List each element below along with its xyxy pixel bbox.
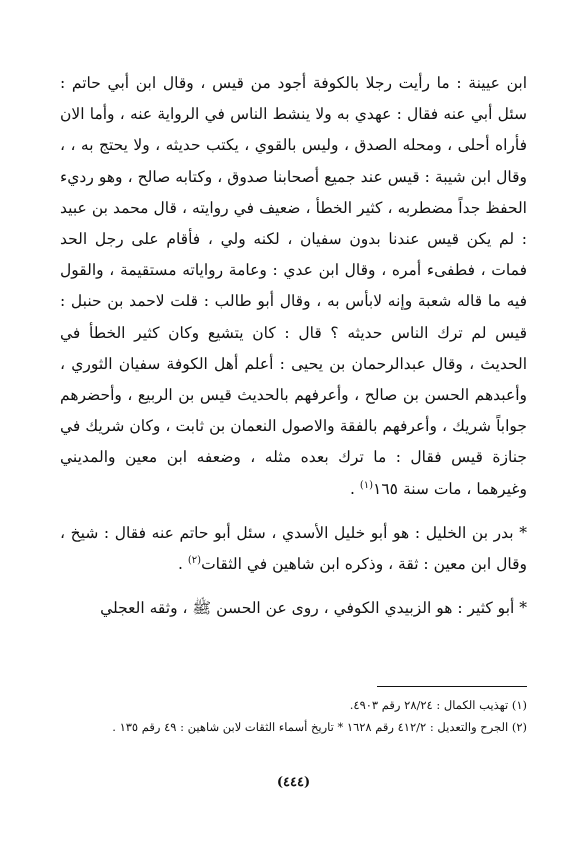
footnote-1: (١) تهذيب الكمال : ٢٨/٢٤ رقم ٤٩٠٣. [349,698,527,712]
footnote-marker-2: (٢) [187,554,202,566]
footnotes-block [60,694,527,738]
page-number: (٤٤٤) [276,775,311,790]
paragraph-2-text: * بدر بن الخليل : هو أبو خليل الأسدي ، سئل أبو حاتم عنه فقال : شيخ ، وقال ابن معين : ثقة ، وذكره ابن شاهين في الثقات [60,523,527,574]
footnote-divider [377,686,527,687]
footnote-2: (٢) الجرح والتعديل : ٤١٢/٢ رقم ١٦٢٨ * تاريخ أسماء الثقات لابن شاهين : ٤٩ رقم ١٣٥ . [112,720,527,734]
paragraph-badr-ibn-al-khalil [60,518,527,580]
paragraph-1-end: . [349,479,360,498]
paragraph-2-end: . [178,555,188,574]
paragraph-3-text: * أبو كثير : هو الزبيدي الكوفي ، روى عن الحسن ﷺ ، وثقه العجلي [100,599,527,618]
footnote-marker-1: (١) [359,479,374,491]
paragraph-1-text: ابن عيينة : ما رأيت رجلا بالكوفة أجود من قيس ، وقال ابن أبي حاتم : سئل أبي عنه فقال : عهدي به ولا ينشط الناس في الرواية عنه ، وأما الان فأراه أحلى ، ومحله الصدق ، وليس بالقوي ، يكتب حديثه ، ولا يحتج به ، ، وقال ابن شيبة : قيس عند جميع أصحابنا صدوق ، وكتابه صالح ، وهو رديء الحفظ جداً مضطربه ، كثير الخطأ ، ضعيف في روايته ، قال محمد بن عبيد : لم يكن قيس عندنا بدون سفيان ، لكنه ولي ، فأقام على رجل الحد فمات ، فطفىء أمره ، وقال ابن عدي : وعامة رواياته مستقيمة ، والقول فيه ما قاله شعبة وإنه لابأس به ، وقال أبو طالب : قلت لاحمد بن حنبل : قيس لم ترك الناس حديثه ؟ قال : كان يتشيع وكان كثير الخطأ في الحديث ، وقال عبدالرحمان بن يحيى : أعلم أهل الكوفة سفيان الثوري ، وأعبدهم الحسن بن صالح ، وأعرفهم بالحديث قيس بن الربيع ، وأحضرهم جواباً شريك ، وأعرفهم بالفقة والاصول النعمان بن ثابت ، وكان شريك في جنازة قيس فقال : ما ترك بعده مثله ، وضعفه ابن معين والمديني وغيرهما ، مات سنة ١٦٥ [60,74,527,498]
main-text-block [60,68,527,624]
paragraph-qays-ibn-al-rabi [60,68,527,505]
paragraph-abu-kathir [60,593,527,624]
